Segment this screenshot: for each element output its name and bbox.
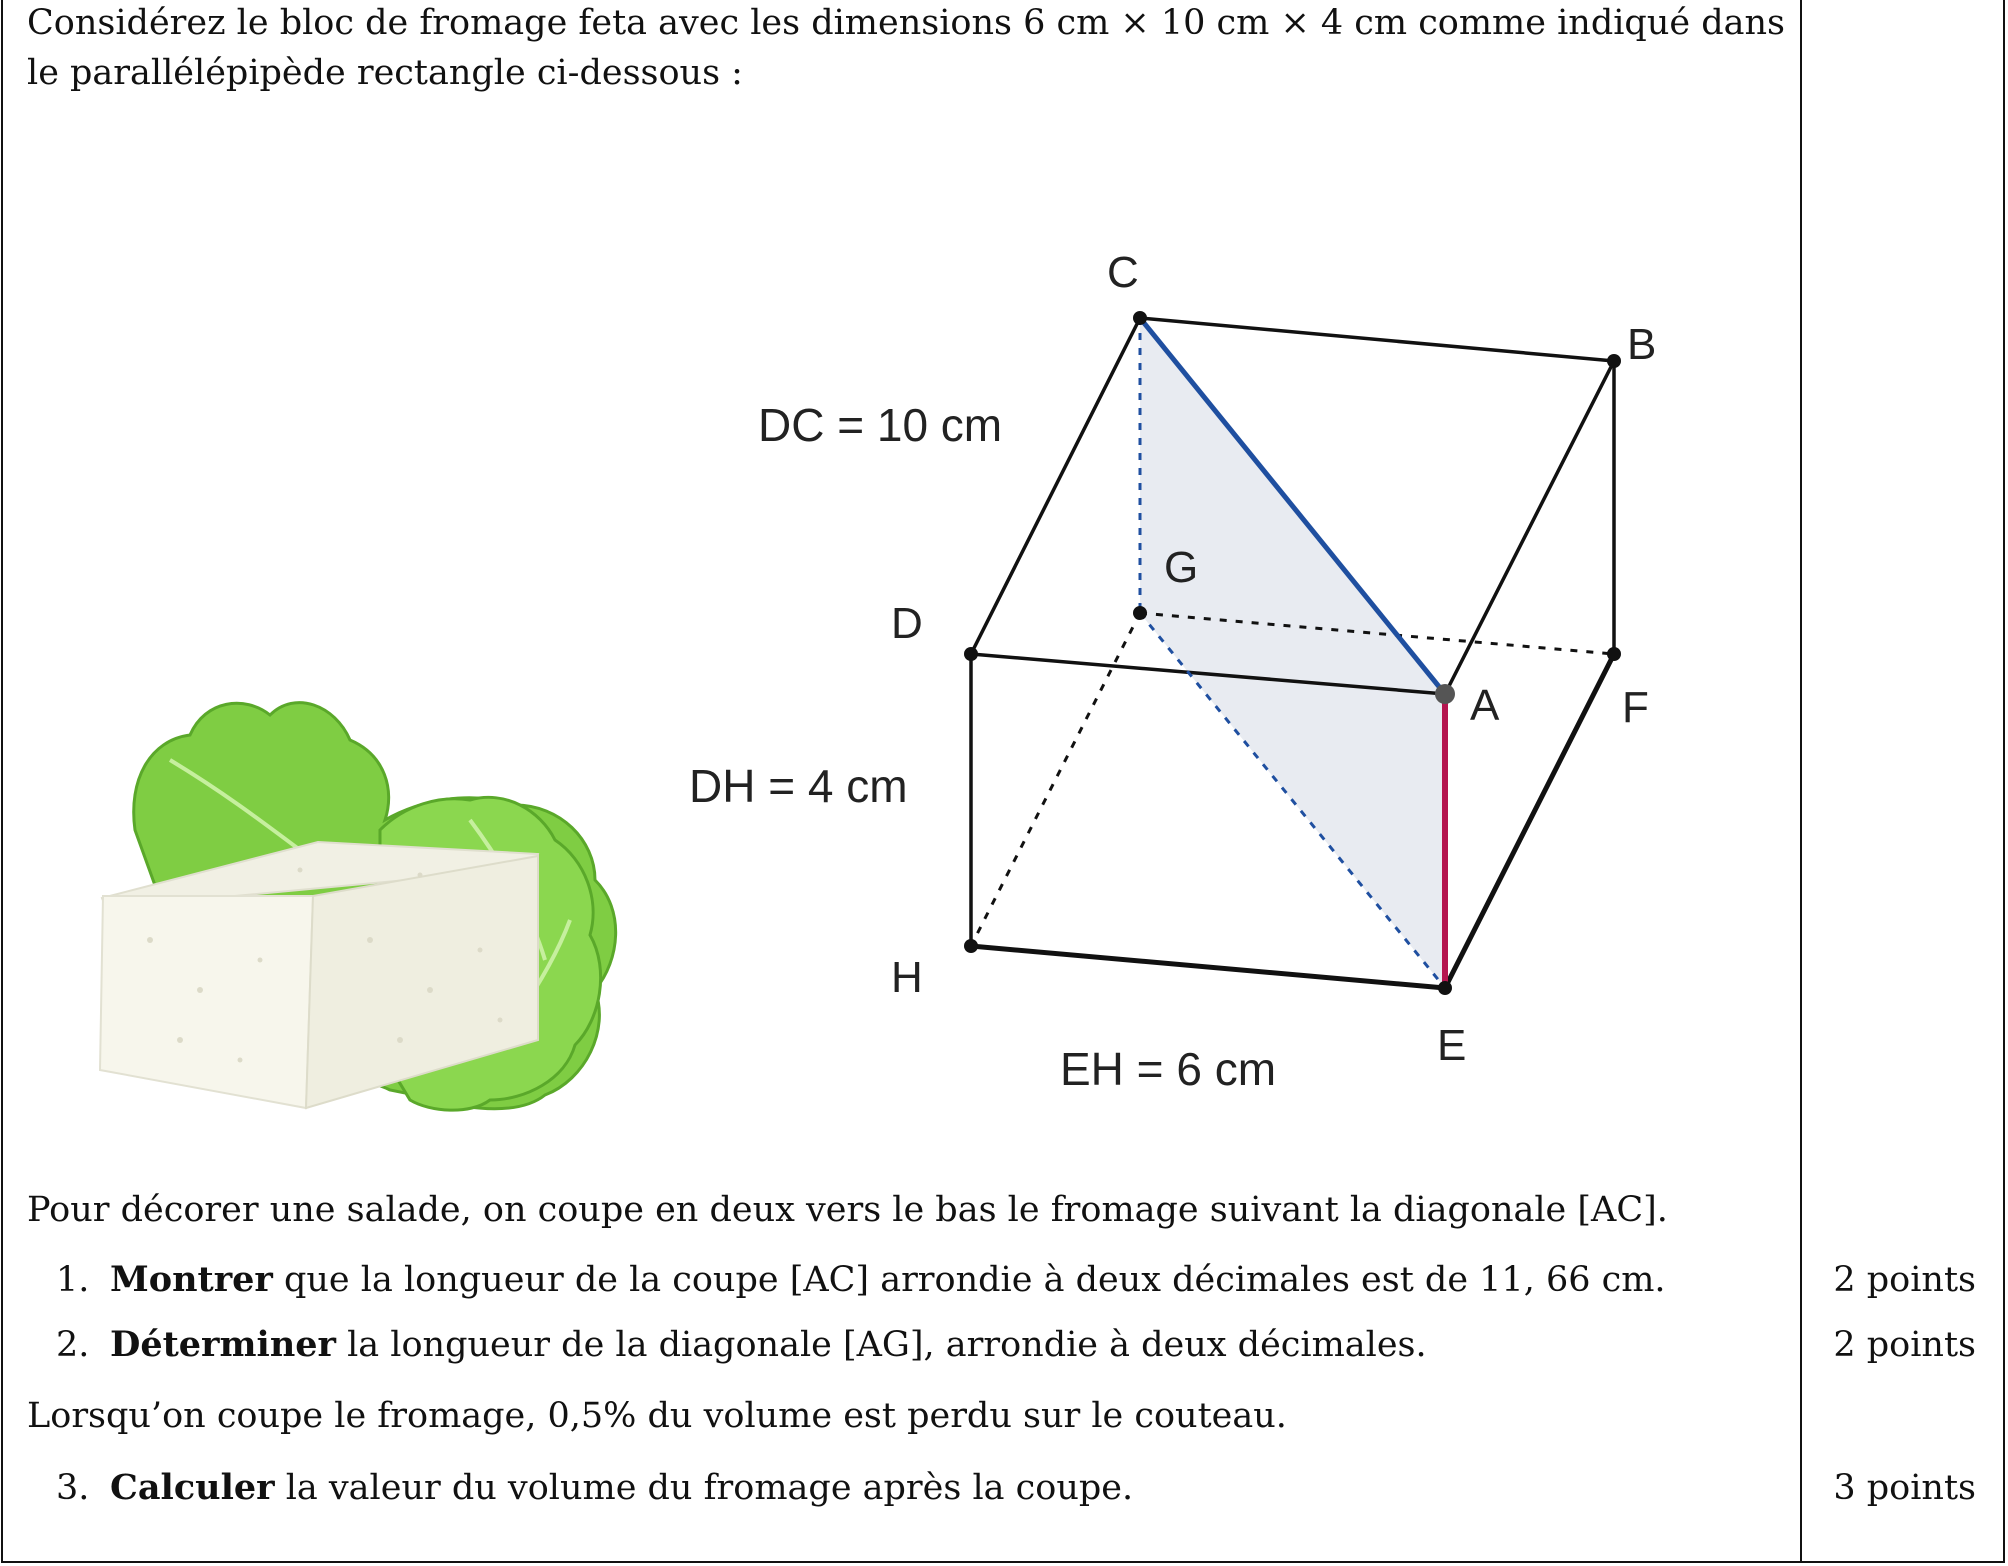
question-item-3 xyxy=(56,1463,1133,1513)
label-f: F xyxy=(1622,683,1649,732)
question-text: la valeur du volume du fromage après la coupe. xyxy=(274,1468,1134,1508)
point-h xyxy=(964,939,978,953)
point-b xyxy=(1607,354,1621,368)
label-e: E xyxy=(1437,1021,1467,1070)
label-d: D xyxy=(891,599,923,648)
edge-ba xyxy=(1445,361,1614,694)
edge-gh xyxy=(971,613,1140,946)
dimension-dc: DC = 10 cm xyxy=(758,399,1003,451)
volume-loss-statement: Lorsqu’on coupe le fromage, 0,5% du volume est perdu sur le couteau. xyxy=(27,1396,1287,1436)
question-text: que la longueur de la coupe [AC] arrondie à deux décimales est de 11, 66 cm. xyxy=(272,1260,1666,1300)
question-number: 1. xyxy=(56,1260,90,1300)
label-c: C xyxy=(1107,248,1139,297)
question-item-1 xyxy=(56,1255,1666,1305)
points-column-divider xyxy=(1800,0,1802,1563)
point-e xyxy=(1438,981,1452,995)
question-verb: Montrer xyxy=(110,1259,273,1300)
points-item-3: 3 points xyxy=(1833,1468,1976,1508)
intro-line-2: le parallélépipède rectangle ci-dessous : xyxy=(27,53,743,93)
question-verb: Déterminer xyxy=(110,1324,336,1365)
question-intro: Pour décorer une salade, on coupe en deux vers le bas le fromage suivant la diagonale [AC]. xyxy=(27,1190,1668,1230)
intro-line-1: Considérez le bloc de fromage feta avec les dimensions 6 cm × 10 cm × 4 cm comme indiqué dans xyxy=(27,3,1785,43)
point-f xyxy=(1607,647,1621,661)
point-c xyxy=(1133,311,1147,325)
edge-cb xyxy=(1140,318,1614,361)
points-item-1: 2 points xyxy=(1833,1260,1976,1300)
label-b: B xyxy=(1627,320,1657,369)
question-text: la longueur de la diagonale [AG], arrondie à deux décimales. xyxy=(335,1325,1427,1365)
point-g xyxy=(1133,606,1147,620)
question-item-2 xyxy=(56,1320,1427,1370)
points-item-2: 2 points xyxy=(1833,1325,1976,1365)
edge-cd xyxy=(971,318,1140,654)
point-d xyxy=(964,647,978,661)
label-h: H xyxy=(891,953,923,1002)
edge-he xyxy=(971,946,1445,988)
question-verb: Calculer xyxy=(110,1467,275,1508)
label-a: A xyxy=(1470,681,1500,730)
cheese-front-face xyxy=(100,896,313,1108)
label-g: G xyxy=(1164,543,1199,592)
point-a xyxy=(1435,684,1455,704)
cut-plane-shading xyxy=(1140,318,1445,988)
feta-salad-illustration xyxy=(100,703,616,1111)
question-number: 2. xyxy=(56,1325,90,1365)
dimension-dh: DH = 4 cm xyxy=(689,760,908,812)
question-number: 3. xyxy=(56,1468,90,1508)
dimension-eh: EH = 6 cm xyxy=(1060,1043,1277,1095)
